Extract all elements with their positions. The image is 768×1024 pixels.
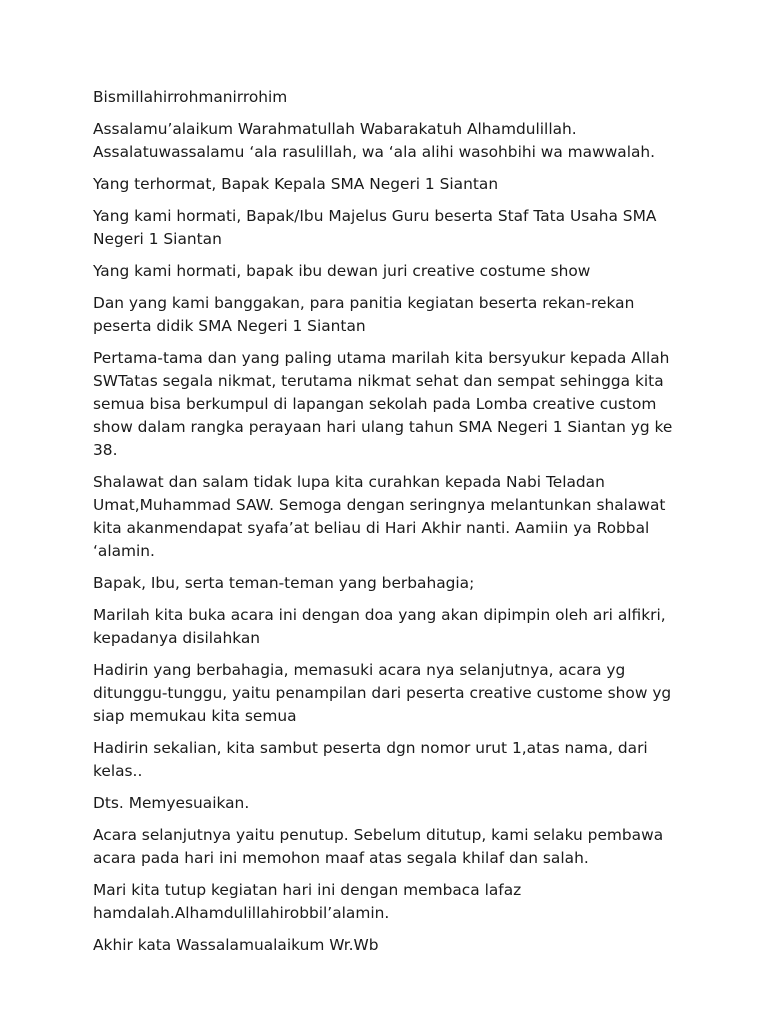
paragraph-salutation-judges: Yang kami hormati, bapak ibu dewan juri creative costume show bbox=[93, 262, 591, 280]
paragraph-prayer: Marilah kita buka acara ini dengan doa yang akan dipimpin oleh ari alfikri, kepadanya disilahkan bbox=[93, 606, 666, 647]
paragraph-participant-call: Hadirin sekalian, kita sambut peserta dgn nomor urut 1,atas nama, dari kelas.. bbox=[93, 739, 648, 780]
paragraph-main-event: Hadirin yang berbahagia, memasuki acara nya selanjutnya, acara yg ditunggu-tunggu, yaitu penampilan dari peserta creative custome show yg siap memukau kita semua bbox=[93, 661, 672, 725]
paragraph-greeting: Assalamu’alaikum Warahmatullah Wabarakatuh Alhamdulillah. Assalatuwassalamu ‘ala rasulillah, wa ‘ala alihi wasohbihi wa mawwalah. bbox=[93, 120, 656, 161]
paragraph-continuation: Dts. Memyesuaikan. bbox=[93, 794, 250, 812]
paragraph-closing: Acara selanjutnya yaitu penutup. Sebelum ditutup, kami selaku pembawa acara pada hari ini memohon maaf atas segala khilaf dan salah. bbox=[93, 826, 664, 867]
paragraph-hamdalah: Mari kita tutup kegiatan hari ini dengan membaca lafaz hamdalah.Alhamdulillahirobbil’alamin. bbox=[93, 881, 522, 922]
paragraph-audience-address: Bapak, Ibu, serta teman-teman yang berbahagia; bbox=[93, 574, 475, 592]
document-body bbox=[93, 86, 683, 966]
paragraph-shalawat: Shalawat dan salam tidak lupa kita curahkan kepada Nabi Teladan Umat,Muhammad SAW. Semoga dengan seringnya melantunkan shalawat kita akanmendapat syafa’at beliau di Hari Akhir nanti. Aamiin ya Robbal ‘alamin. bbox=[93, 473, 666, 560]
paragraph-farewell: Akhir kata Wassalamualaikum Wr.Wb bbox=[93, 936, 379, 954]
paragraph-salutation-principal: Yang terhormat, Bapak Kepala SMA Negeri 1 Siantan bbox=[93, 175, 499, 193]
paragraph-salutation-committee: Dan yang kami banggakan, para panitia kegiatan beserta rekan-rekan peserta didik SMA Negeri 1 Siantan bbox=[93, 294, 635, 335]
paragraph-salutation-teachers: Yang kami hormati, Bapak/Ibu Majelus Guru beserta Staf Tata Usaha SMA Negeri 1 Siantan bbox=[93, 207, 657, 248]
paragraph-gratitude: Pertama-tama dan yang paling utama marilah kita bersyukur kepada Allah SWTatas segala nikmat, terutama nikmat sehat dan sempat sehingga kita semua bisa berkumpul di lapangan sekolah pada Lomba creative custom show dalam rangka perayaan hari ulang tahun SMA Negeri 1 Siantan yg ke 38. bbox=[93, 349, 673, 459]
paragraph-opening: Bismillahirrohmanirrohim bbox=[93, 88, 288, 106]
